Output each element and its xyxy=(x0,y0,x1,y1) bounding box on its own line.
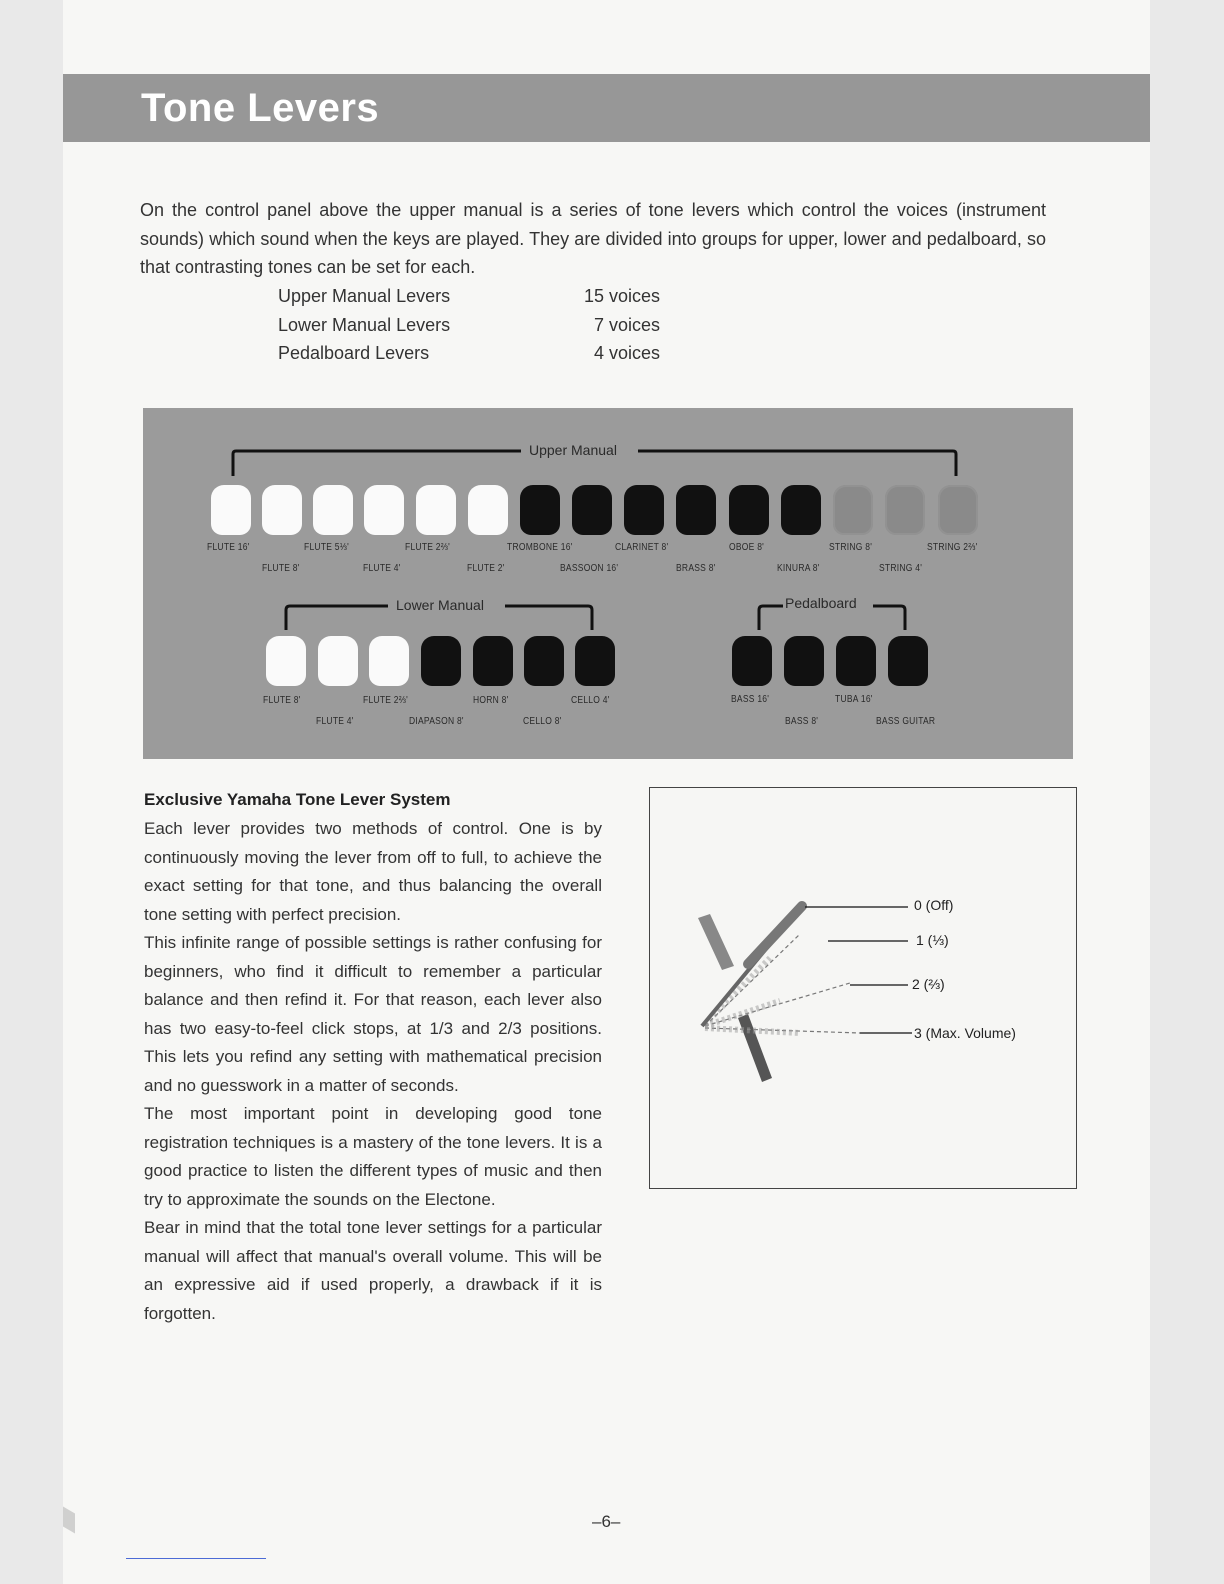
pedalboard-title: Pedalboard xyxy=(785,595,857,611)
upper-lever-flute-16[interactable] xyxy=(211,485,251,535)
upper-label: BASSOON 16' xyxy=(560,563,619,574)
upper-lever-brass-8[interactable] xyxy=(676,485,716,535)
upper-lever-trombone-16[interactable] xyxy=(520,485,560,535)
position-label-max: 3 (Max. Volume) xyxy=(914,1025,1016,1041)
lower-label: CELLO 4' xyxy=(571,695,610,706)
lower-lever-cello-4[interactable] xyxy=(575,636,615,686)
lower-label: FLUTE 2⅔' xyxy=(363,695,409,706)
upper-label: CLARINET 8' xyxy=(615,542,669,553)
body-paragraph: The most important point in developing good tone registration techniques is a mastery of the tone levers. It is a good practice to listen the different types of music and then try to approximate the sounds on the Electone. xyxy=(144,1104,602,1209)
summary-row-upper xyxy=(278,282,698,311)
upper-label: FLUTE 2' xyxy=(467,563,505,574)
header-bar xyxy=(63,74,1150,142)
upper-lever-string-8[interactable] xyxy=(833,485,873,535)
body-paragraph: Bear in mind that the total tone lever settings for a particular manual will affect that manual's overall volume. This will be an expressive aid if used properly, a drawback if it is forgotten. xyxy=(144,1218,602,1323)
upper-lever-bassoon-16[interactable] xyxy=(572,485,612,535)
upper-label: TROMBONE 16' xyxy=(507,542,573,553)
upper-label: FLUTE 2⅔' xyxy=(405,542,451,553)
pedal-label: BASS GUITAR xyxy=(876,716,936,727)
upper-lever-flute-5-1-3[interactable] xyxy=(313,485,353,535)
upper-label: STRING 2⅔' xyxy=(927,542,978,553)
summary-name: Upper Manual Levers xyxy=(278,286,451,306)
upper-lever-string-2-2-3[interactable] xyxy=(938,485,978,535)
upper-lever-flute-2-2-3[interactable] xyxy=(416,485,456,535)
section-body xyxy=(144,815,602,1328)
upper-lever-flute-8[interactable] xyxy=(262,485,302,535)
upper-label: FLUTE 8' xyxy=(262,563,300,574)
lower-label: DIAPASON 8' xyxy=(409,716,464,727)
footer-rule xyxy=(126,1558,266,1559)
pedal-lever-bass-8[interactable] xyxy=(784,636,824,686)
position-label-off: 0 (Off) xyxy=(914,897,954,913)
upper-lever-oboe-8[interactable] xyxy=(729,485,769,535)
lower-lever-diapason-8[interactable] xyxy=(421,636,461,686)
summary-name: Pedalboard Levers xyxy=(278,343,430,363)
lower-lever-flute-8[interactable] xyxy=(266,636,306,686)
lever-illustration xyxy=(650,788,1076,1188)
upper-label: FLUTE 4' xyxy=(363,563,401,574)
pedal-lever-bass-guitar[interactable] xyxy=(888,636,928,686)
lower-lever-cello-8[interactable] xyxy=(524,636,564,686)
lower-manual-title: Lower Manual xyxy=(396,597,484,613)
pedal-label: BASS 16' xyxy=(731,694,770,705)
summary-name: Lower Manual Levers xyxy=(278,314,451,335)
upper-lever-kinura-8[interactable] xyxy=(781,485,821,535)
upper-label: FLUTE 16' xyxy=(207,542,250,553)
summary-count: 4 voices xyxy=(593,343,660,363)
upper-label: STRING 4' xyxy=(879,563,923,574)
upper-lever-string-4[interactable] xyxy=(885,485,925,535)
page-number: –6– xyxy=(592,1512,621,1531)
upper-label: OBOE 8' xyxy=(729,542,765,553)
position-label-one-third: 1 (⅓) xyxy=(916,932,949,948)
lower-label: FLUTE 4' xyxy=(316,716,354,727)
pedal-lever-tuba-16[interactable] xyxy=(836,636,876,686)
lower-lever-flute-4[interactable] xyxy=(318,636,358,686)
lower-label: FLUTE 8' xyxy=(263,695,301,706)
pedal-label: BASS 8' xyxy=(785,716,819,727)
body-paragraph: Each lever provides two methods of control. One is by continuously moving the lever from off to full, to achieve the exact setting for that tone, and thus balancing the overall tone setting with perfect precision. xyxy=(144,819,602,924)
body-paragraph: This infinite range of possible settings is rather confusing for beginners, who find it difficult to remember a particular balance and then refind it. For that reason, each lever also has two easy-to-feel click stops, at 1/3 and 2/3 positions. This lets you refind any setting with mathematical precision and no guesswork in a matter of seconds. xyxy=(144,933,602,1095)
lower-label: CELLO 8' xyxy=(523,716,562,727)
lower-label: HORN 8' xyxy=(473,695,509,706)
position-label-two-thirds: 2 (⅔) xyxy=(912,976,945,992)
upper-lever-clarinet-8[interactable] xyxy=(624,485,664,535)
upper-lever-flute-4[interactable] xyxy=(364,485,404,535)
page-title: Tone Levers xyxy=(141,86,380,130)
lower-lever-flute-2-2-3[interactable] xyxy=(369,636,409,686)
summary-row-pedal xyxy=(278,339,698,368)
summary-count: 15 voices xyxy=(583,286,660,306)
lower-lever-horn-8[interactable] xyxy=(473,636,513,686)
lever-position-diagram xyxy=(649,787,1077,1189)
upper-label: STRING 8' xyxy=(829,542,873,553)
panel-brackets xyxy=(143,408,1073,759)
pedal-lever-bass-16[interactable] xyxy=(732,636,772,686)
levers-summary xyxy=(278,282,698,368)
upper-label: FLUTE 5⅓' xyxy=(304,542,350,553)
upper-lever-flute-2[interactable] xyxy=(468,485,508,535)
tone-lever-panel xyxy=(143,408,1073,759)
pedal-label: TUBA 16' xyxy=(835,694,873,705)
intro-paragraph: On the control panel above the upper manual is a series of tone levers which control the voices (instrument sounds) which sound when the keys are played. They are divided into groups for upper, lower and pedalboard, so that contrasting tones can be set for each. xyxy=(140,200,1046,278)
upper-label: KINURA 8' xyxy=(777,563,820,574)
section-heading: Exclusive Yamaha Tone Lever System xyxy=(144,790,451,809)
summary-count: 7 voices xyxy=(593,314,660,335)
summary-row-lower xyxy=(278,311,698,340)
upper-manual-title: Upper Manual xyxy=(529,442,617,458)
upper-label: BRASS 8' xyxy=(676,563,716,574)
